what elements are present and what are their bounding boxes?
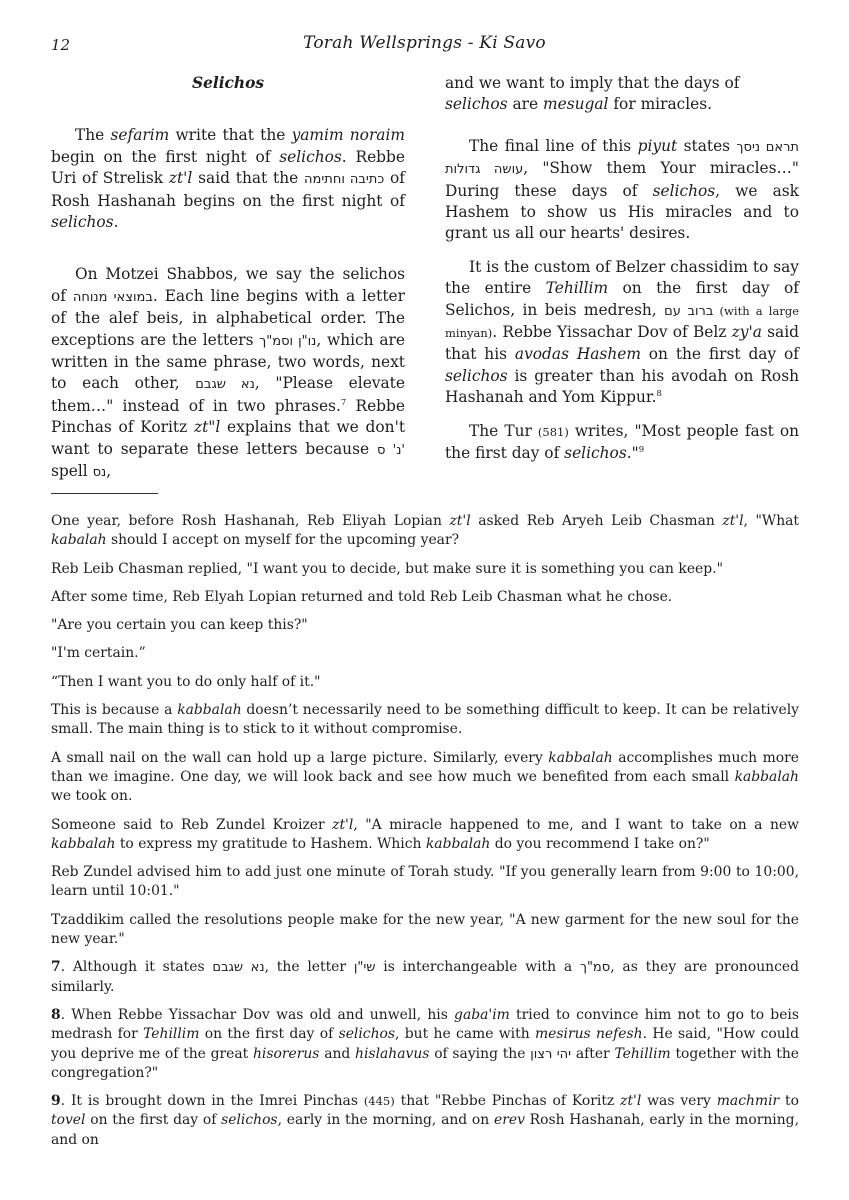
note-paragraph: Reb Leib Chasman replied, "I want you to decide, but make sure it is something you can keep." [51,560,723,577]
paragraph: The sefarim write that the yamim noraim begin on the first night of selichos. Rebbe Uri of Strelisk zt'l said that the כתיבה וחתימה of Rosh Hashanah begins on the first night of selichos. [51,126,405,232]
note-paragraph: "Are you certain you can keep this?" [51,617,308,634]
note-paragraph: One year, before Rosh Hashanah, Reb Eliyah Lopian zt'l asked Reb Aryeh Leib Chasman zt'l, "What kabalah should I accept on myself for the upcoming year? [51,513,799,549]
footnote-9: 9. It is brought down in the Imrei Pinchas (445) that "Rebbe Pinchas of Koritz zt'l was very machmir to tovel on the first day of selichos, early in the morning, and on erev Rosh Hashanah, early in the morning, and on [51,1093,799,1148]
footnotes-section [51,512,799,1159]
note-paragraph: "I'm certain.” [51,645,146,662]
note-paragraph: Someone said to Reb Zundel Kroizer zt'l, "A miracle happened to me, and I want to take on a new kabbalah to express my gratitude to Hashem. Which kabbalah do you recommend I take on?" [51,816,799,852]
paragraph: The Tur (581) writes, "Most people fast on the first day of selichos."$^9$ [445,421,799,463]
hebrew-text: ברוב עם [664,303,714,319]
hebrew-text: במוצאי מנוחה [72,289,153,305]
footnote-ref: 9 [638,444,645,455]
note-paragraph: “Then I want you to do only half of it." [51,673,321,690]
hebrew-text: סמ"ך [579,960,611,976]
paragraph: On Motzei Shabbos, we say the selichos of במוצאי מנוחה. Each line begins with a letter of the alef beis, in alphabetical order. The exceptions are the letters נו"ן וסמ"ך, which are written in the same phrase, two words, next to each other, נא שגבם, "Please elevate them…" instead of in two phrases.$^7$ Rebbe Pinchas of Koritz zt"l explains that we don't want to separate these letters because נ' ס' spell נס, [51,265,405,481]
hebrew-text: נא שגבם [195,377,255,393]
footnote-number: 7 [51,959,61,976]
hebrew-text: תראם ניסך עושה גדולות [445,139,799,178]
note-paragraph: This is because a kabbalah doesn’t necessarily need to be something difficult to keep. It can be relatively small. The main thing is to stick to it without compromise. [51,702,800,738]
page-number: 12 [51,36,71,54]
footnote-number: 9 [51,1093,61,1110]
footnote-number: 8 [51,1006,61,1023]
footnote-7: 7. Although it states נא שגבם, the letter שי"ן is interchangeable with a סמ"ך, as they are pronounced similarly. [51,959,799,995]
note-paragraph: Tzaddikim called the resolutions people make for the new year, "A new garment for the new soul for the new year." [51,911,799,948]
footnote-ref: 7 [340,397,347,408]
footnote-ref: 8 [656,389,662,400]
hebrew-text: כתיבה וחתימה [304,172,385,188]
note-paragraph: After some time, Reb Elyah Lopian returned and told Reb Leib Chasman what he chose. [51,588,673,605]
left-column [51,73,405,484]
hebrew-text: נס [92,465,107,481]
section-title: Selichos [191,74,265,92]
note-paragraph: Reb Zundel advised him to add just one minute of Torah study. "If you generally learn from 9:00 to 10:00, learn until 10:01." [51,864,799,900]
footnote-divider [51,493,158,494]
hebrew-text: נא שגבם [212,960,265,976]
paragraph: and we want to imply that the days of selichos are mesugal for miracles. [445,74,740,114]
paragraph: It is the custom of Belzer chassidim to say the entire Tehillim on the first day of Selichos, in beis medresh, ברוב עם (with a large minyan). Rebbe Yissachar Dov of Belz zy'a said that his avodas Hashem on the first day of selichos is greater than his avodah on Rosh Hashanah and Yom Kippur.$^8$ [445,257,799,407]
running-head: Torah Wellsprings - Ki Savo [303,33,546,53]
footnote-8: 8. When Rebbe Yissachar Dov was old and unwell, his gaba'im tried to convince him not to go to beis medrash for Tehillim on the first day of selichos, but he came with mesirus nefesh. He said, "How could you deprive me of the great hisorerus and hislahavus of saying the יהי רצון after Tehillim together with the congregation?" [51,1006,799,1081]
right-column [445,73,799,465]
hebrew-text: נ' ס' [377,442,405,458]
hebrew-text: יהי רצון [530,1046,572,1062]
hebrew-text: נו"ן וסמ"ך [259,333,317,349]
hebrew-text: שי"ן [353,960,376,976]
paragraph: The final line of this piyut states תראם ניסך עושה גדולות, "Show them Your miracles…" During these days of selichos, we ask Hashem to show us His miracles and to grant us all our hearts' desires. [445,136,799,243]
note-paragraph: A small nail on the wall can hold up a large picture. Similarly, every kabbalah accomplishes much more than we imagine. One day, we will look back and see how much we benefited from each small kabbalah we took on. [51,749,800,805]
